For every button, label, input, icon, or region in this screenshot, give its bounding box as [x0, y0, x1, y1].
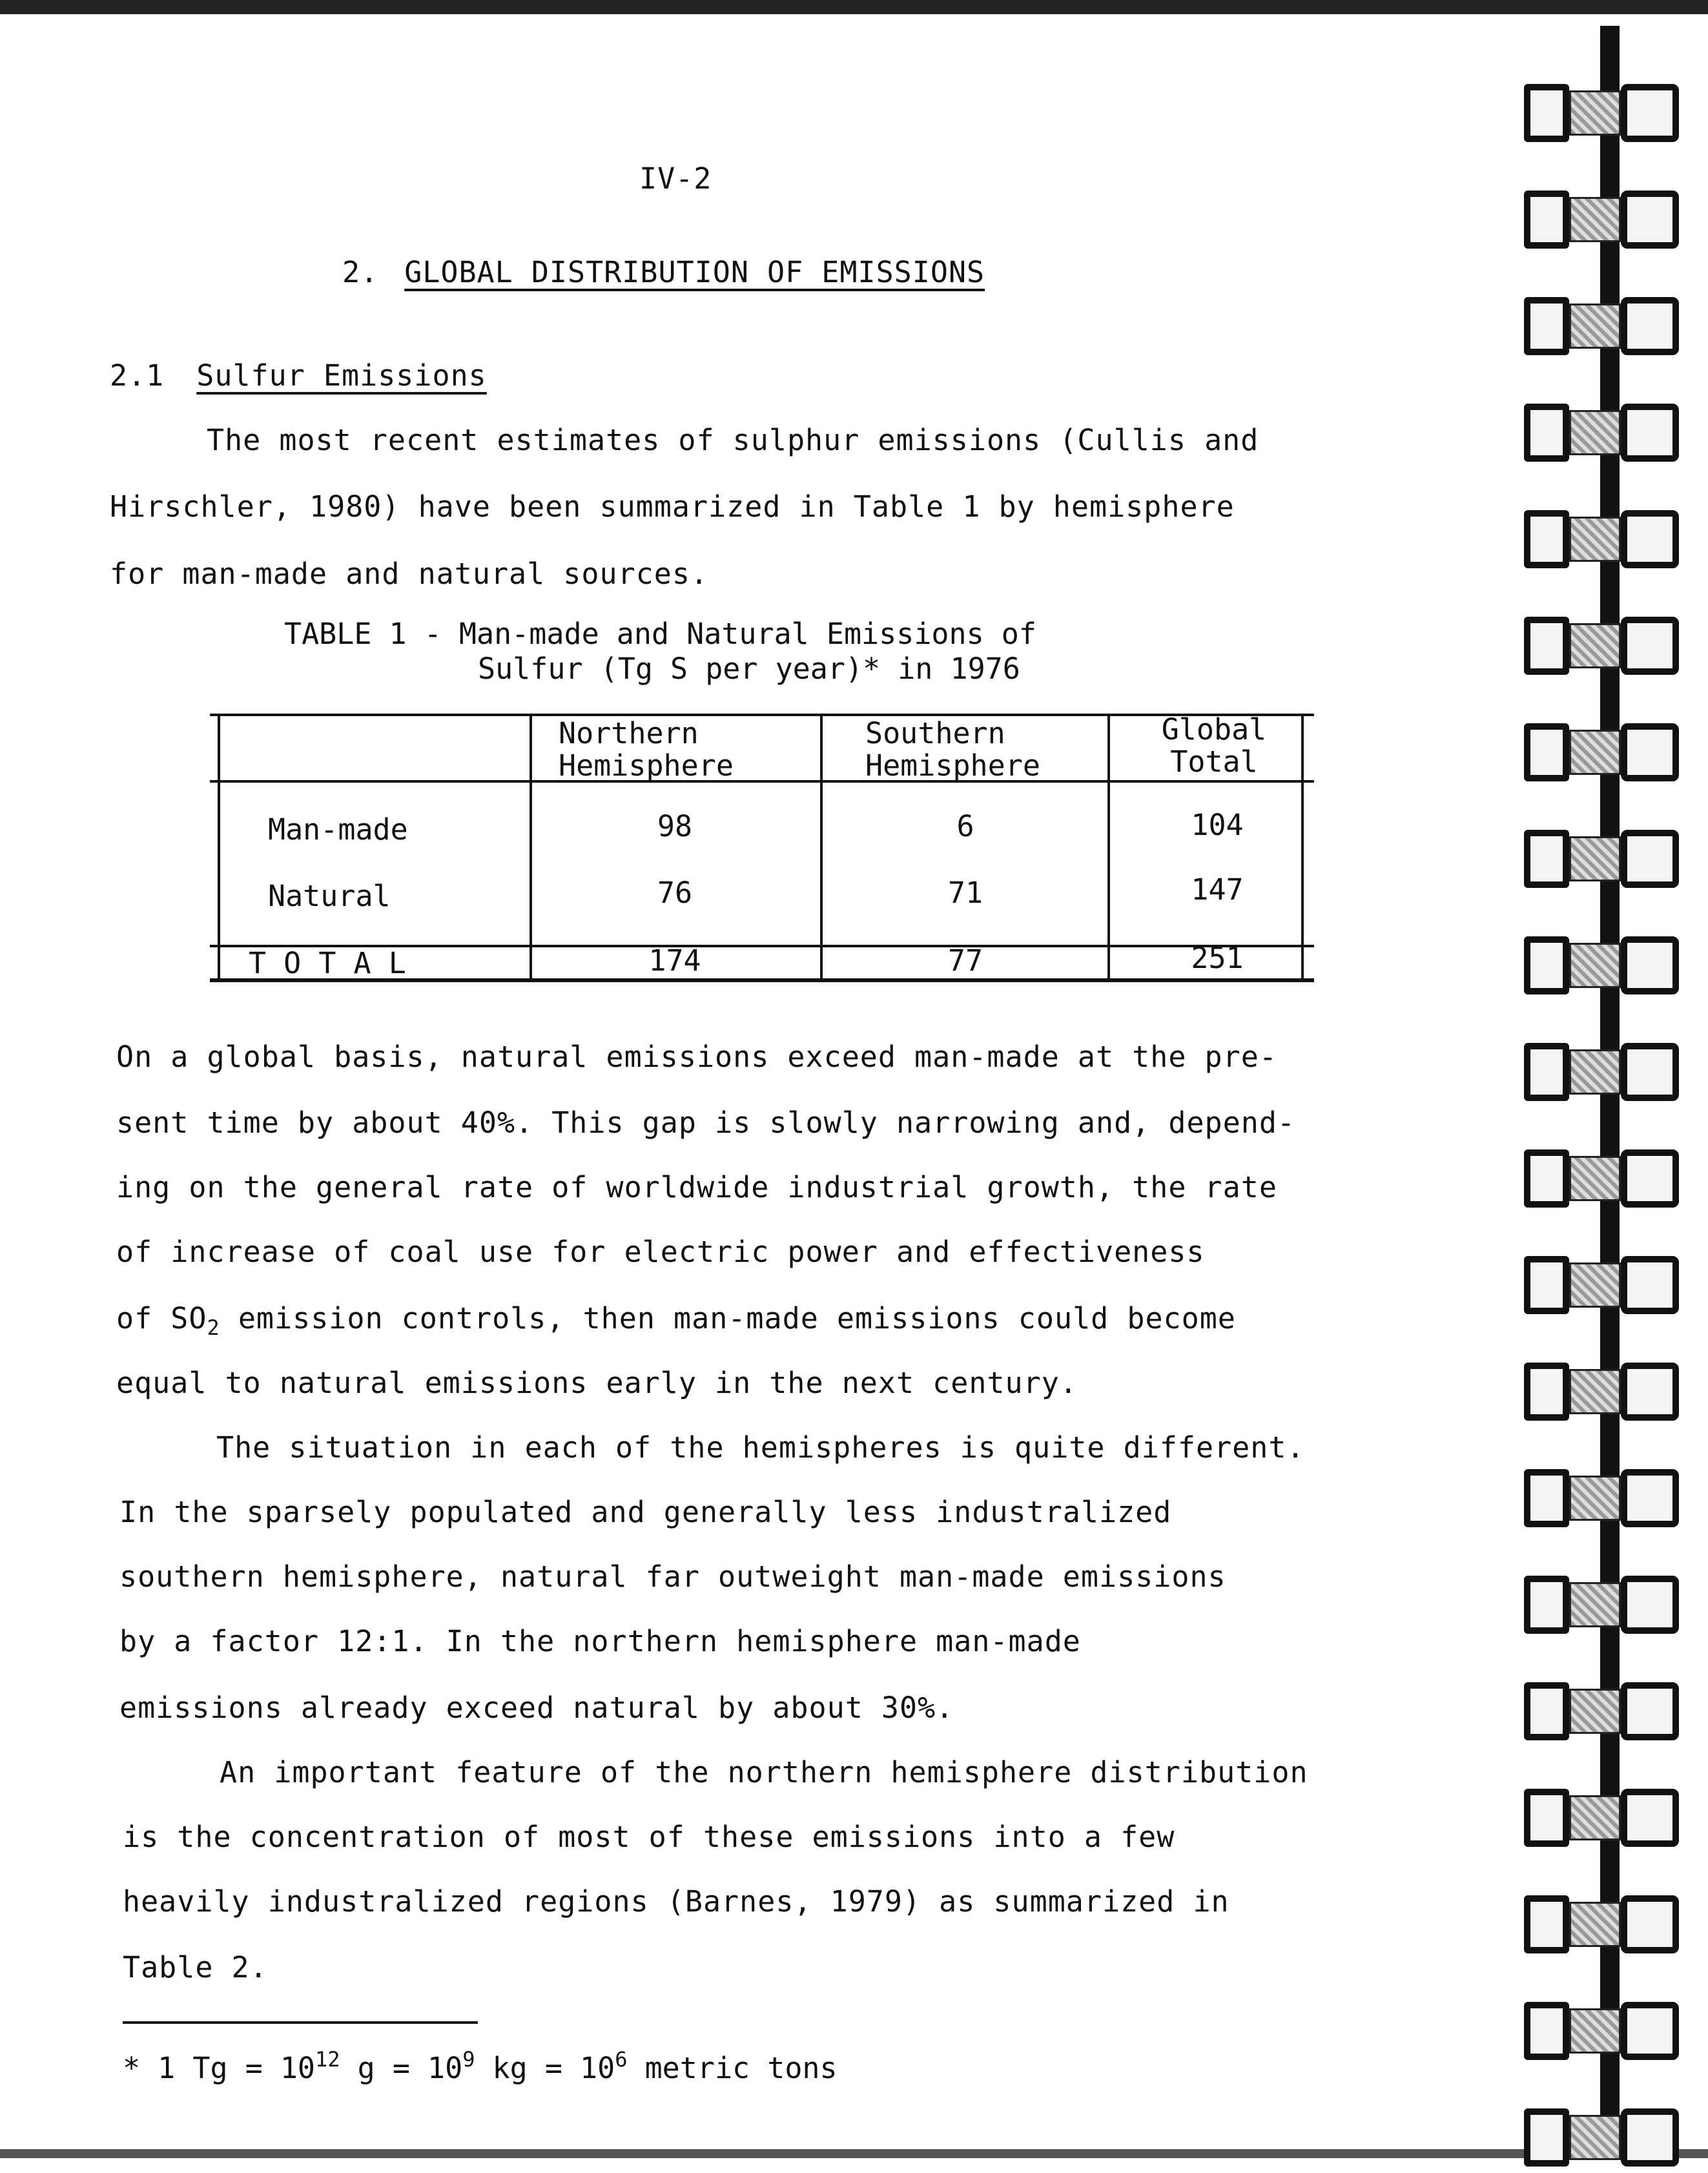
paragraph-line: is the concentration of most of these emissions into a few — [123, 1820, 1175, 1854]
row-label-total: T O T A L — [249, 946, 406, 980]
paragraph-line: The situation in each of the hemispheres is quite different. — [216, 1430, 1305, 1465]
paragraph-line: ing on the general rate of worldwide industrial growth, the rate — [116, 1170, 1277, 1204]
paragraph-line: heavily industralized regions (Barnes, 1979) as summarized in — [123, 1884, 1230, 1919]
table-caption — [284, 617, 1036, 686]
binding-ring — [1524, 1995, 1679, 2066]
binding-ring — [1524, 1889, 1679, 1960]
table-left-border — [218, 714, 220, 978]
binding-ring — [1524, 930, 1679, 1001]
paragraph-line: equal to natural emissions early in the next century. — [116, 1366, 1078, 1400]
binding-ring — [1524, 1356, 1679, 1427]
emissions-table — [210, 714, 1314, 985]
section-heading — [342, 255, 985, 289]
section-title: GLOBAL DISTRIBUTION OF EMISSIONS — [404, 255, 985, 289]
binding-ring — [1524, 1143, 1679, 1214]
binding-ring — [1524, 77, 1679, 149]
table-column-divider — [820, 714, 823, 978]
table-header-rule — [210, 780, 1314, 783]
paragraph-line: by a factor 12:1. In the northern hemisphere man-made — [119, 1624, 1081, 1658]
binding-ring — [1524, 1569, 1679, 1640]
paragraph-line: The most recent estimates of sulphur emissions (Cullis and — [207, 423, 1259, 457]
caption-line-2: Sulfur (Tg S per year)* in 1976 — [478, 652, 1020, 686]
cell-total-global: 251 — [1191, 941, 1244, 975]
cell-natural-southern: 71 — [947, 876, 983, 910]
cell-man-made-global: 104 — [1191, 808, 1244, 842]
header-global: Global Total — [1161, 712, 1267, 779]
table-column-divider — [530, 714, 532, 978]
page-number: IV-2 — [639, 161, 712, 196]
section-number: 2. — [342, 255, 379, 289]
spiral-binding — [1524, 26, 1679, 2158]
scan-top-edge — [0, 0, 1708, 14]
binding-ring — [1524, 610, 1679, 681]
binding-ring — [1524, 717, 1679, 788]
scan-bottom-edge — [0, 2149, 1708, 2158]
paragraph-line: In the sparsely populated and generally less industralized — [119, 1495, 1172, 1529]
binding-ring — [1524, 184, 1679, 255]
cell-total-northern: 174 — [648, 943, 701, 978]
paragraph-line: An important feature of the northern hemisphere distribution — [220, 1755, 1308, 1789]
subsection-title: Sulfur Emissions — [196, 358, 487, 393]
paragraph-line: southern hemisphere, natural far outweight man-made emissions — [119, 1560, 1226, 1594]
paragraph-line: Table 2. — [123, 1950, 268, 1984]
paragraph-line-so2: of $SO_2$ emission controls, then man-made emissions could become — [116, 1301, 1236, 1340]
paragraph-line: sent time by about 40%. This gap is slowly narrowing and, depend- — [116, 1106, 1295, 1140]
footnote-rule — [123, 2021, 478, 2024]
cell-natural-global: 147 — [1191, 872, 1244, 907]
cell-man-made-northern: 98 — [657, 809, 693, 843]
binding-ring — [1524, 504, 1679, 575]
subsection-heading — [110, 358, 487, 393]
caption-line-1: TABLE 1 - Man-made and Natural Emissions of — [284, 617, 1036, 651]
binding-ring — [1524, 397, 1679, 468]
paragraph-line: Hirschler, 1980) have been summarized in Table 1 by hemisphere — [110, 489, 1235, 524]
table-right-border — [1301, 714, 1304, 978]
subsection-number: 2.1 — [110, 358, 165, 393]
footnote: * 1 $Tg = 10^{12}$ $g = 10^9$ kg = $10^6$ metric tons — [123, 2047, 838, 2085]
row-label-man-made: Man-made — [268, 812, 408, 847]
cell-natural-northern: 76 — [657, 876, 693, 910]
paragraph-line: of increase of coal use for electric power and effectiveness — [116, 1235, 1205, 1269]
binding-ring — [1524, 2102, 1679, 2173]
binding-ring — [1524, 1250, 1679, 1321]
paragraph-line: On a global basis, natural emissions exceed man-made at the pre- — [116, 1040, 1277, 1074]
binding-ring — [1524, 1463, 1679, 1534]
cell-man-made-southern: 6 — [956, 809, 974, 843]
paragraph-line: for man-made and natural sources. — [110, 557, 709, 591]
table-column-divider — [1107, 714, 1110, 978]
row-label-natural: Natural — [268, 879, 391, 913]
binding-ring — [1524, 1036, 1679, 1107]
header-southern: Southern Hemisphere — [865, 716, 1040, 783]
binding-ring — [1524, 823, 1679, 894]
cell-total-southern: 77 — [947, 943, 983, 978]
binding-ring — [1524, 291, 1679, 362]
paragraph-line: emissions already exceed natural by about 30%. — [119, 1691, 954, 1725]
binding-ring — [1524, 1676, 1679, 1747]
header-northern: Northern Hemisphere — [559, 716, 734, 783]
binding-ring — [1524, 1782, 1679, 1853]
